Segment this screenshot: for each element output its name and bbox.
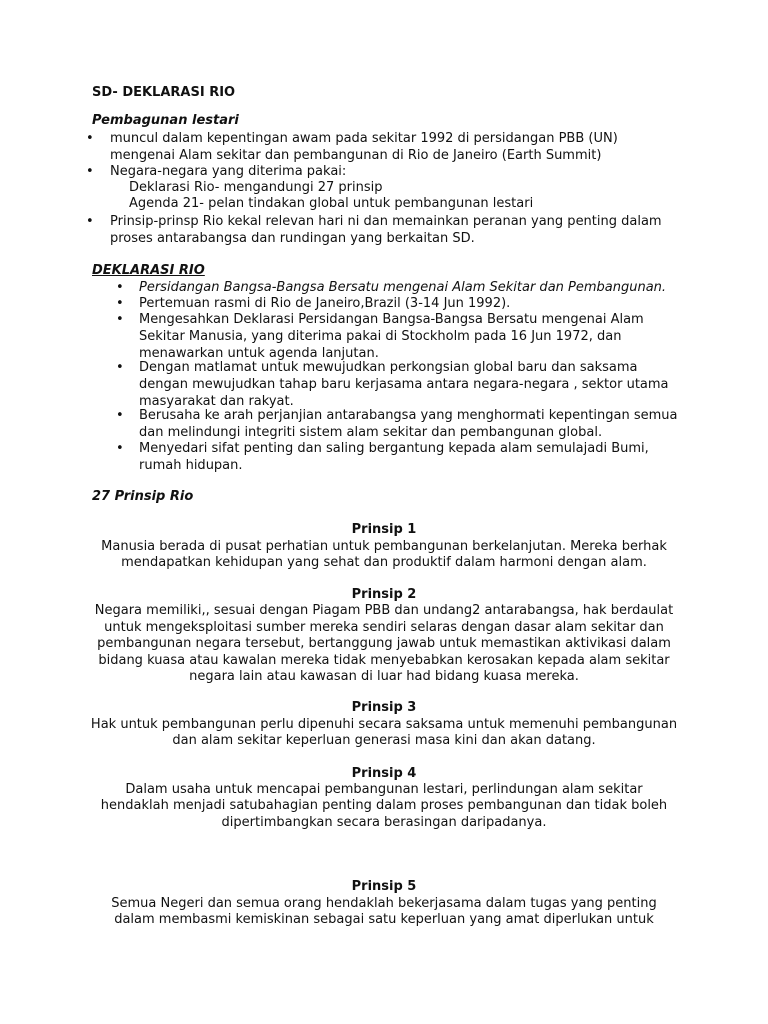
principle-text: Negara memiliki,, sesuai dengan Piagam PBB dan undang2 antarabangsa, hak berdaulat [94, 603, 674, 618]
sub-item-text: Deklarasi Rio- mengandungi 27 prinsip [129, 180, 383, 195]
principle-text: dan alam sekitar keperluan generasi masa kini dan akan datang. [172, 733, 596, 748]
list-item-text: Persidangan Bangsa-Bangsa Bersatu mengenai Alam Sekitar dan Pembangunan. [139, 280, 667, 295]
bullet-text: Negara-negara yang diterima pakai: [110, 164, 347, 179]
list-item-text: dengan mewujudkan tahap baru kerjasama antara negara-negara , sektor utama [139, 377, 669, 392]
principle-title: Prinsip 5 [351, 879, 417, 894]
section-heading-pembangunan: Pembagunan lestari [92, 113, 239, 128]
list-item-text: menawarkan untuk agenda lanjutan. [139, 346, 379, 361]
principle-text: Semua Negeri dan semua orang hendaklah bekerjasama dalam tugas yang penting [111, 896, 657, 911]
list-item-text: rumah hidupan. [139, 458, 243, 473]
bullet-text: Prinsip-prinsp Rio kekal relevan hari ni dan memainkan peranan yang penting dalam [110, 214, 662, 229]
list-item-text: Sekitar Manusia, yang diterima pakai di Stockholm pada 16 Jun 1972, dan [139, 329, 622, 344]
list-item-text: Menyedari sifat penting dan saling bergantung kepada alam semulajadi Bumi, [139, 441, 649, 456]
list-item-text: dan melindungi integriti sistem alam sekitar dan pembangunan global. [139, 425, 603, 440]
principle-text: bidang kuasa atau kawalan mereka tidak menyebabkan kerosakan kepada alam sekitar [98, 653, 670, 668]
bullet-text: muncul dalam kepentingan awam pada sekitar 1992 di persidangan PBB (UN) [110, 131, 618, 146]
list-item-text: masyarakat dan rakyat. [139, 394, 294, 409]
sub-item-text: Agenda 21- pelan tindakan global untuk pembangunan lestari [129, 196, 534, 211]
list-item-text: Dengan matlamat untuk mewujudkan perkongsian global baru dan saksama [139, 360, 638, 375]
principle-title: Prinsip 3 [351, 700, 417, 715]
principle-text: dalam membasmi kemiskinan sebagai satu keperluan yang amat diperlukan untuk [114, 912, 654, 927]
bullet-text: proses antarabangsa dan rundingan yang berkaitan SD. [110, 231, 475, 246]
bullet-icon: • [116, 312, 124, 327]
principle-text: pembangunan negara tersebut, bertanggung jawab untuk memastikan aktivikasi dalam [97, 636, 671, 651]
principle-text: Dalam usaha untuk mencapai pembangunan lestari, perlindungan alam sekitar [125, 782, 643, 797]
principle-text: untuk mengeksploitasi sumber mereka sendiri selaras dengan dasar alam sekitar dan [104, 620, 664, 635]
list-item-text: Berusaha ke arah perjanjian antarabangsa yang menghormati kepentingan semua [139, 408, 678, 423]
bullet-icon: • [116, 441, 124, 456]
principle-text: negara lain atau kawasan di luar had bidang kuasa mereka. [189, 669, 579, 684]
bullet-icon: • [86, 214, 94, 229]
principle-text: Hak untuk pembangunan perlu dipenuhi secara saksama untuk memenuhi pembangunan [90, 717, 678, 732]
bullet-icon: • [86, 131, 94, 146]
principle-title: Prinsip 2 [351, 587, 417, 602]
bullet-icon: • [86, 164, 94, 179]
section-heading-deklarasi: DEKLARASI RIO [92, 263, 205, 278]
principle-text: hendaklah menjadi satubahagian penting dalam proses pembangunan dan tidak boleh [100, 798, 668, 813]
bullet-text: mengenai Alam sekitar dan pembangunan di Rio de Janeiro (Earth Summit) [110, 148, 602, 163]
section-heading-prinsip: 27 Prinsip Rio [92, 489, 194, 504]
bullet-icon: • [116, 360, 124, 375]
bullet-icon: • [116, 408, 124, 423]
bullet-icon: • [116, 280, 124, 295]
principle-text: Manusia berada di pusat perhatian untuk pembangunan berkelanjutan. Mereka berhak [101, 539, 667, 554]
principle-text: mendapatkan kehidupan yang sehat dan produktif dalam harmoni dengan alam. [121, 555, 647, 570]
list-item-text: Pertemuan rasmi di Rio de Janeiro,Brazil (3-14 Jun 1992). [139, 296, 511, 311]
list-item-text: Mengesahkan Deklarasi Persidangan Bangsa-Bangsa Bersatu mengenai Alam [139, 312, 644, 327]
document-title: SD- DEKLARASI RIO [92, 85, 236, 100]
bullet-icon: • [116, 296, 124, 311]
principle-title: Prinsip 4 [351, 766, 417, 781]
principle-title: Prinsip 1 [351, 522, 417, 537]
principle-text: dipertimbangkan secara berasingan daripadanya. [221, 815, 547, 830]
